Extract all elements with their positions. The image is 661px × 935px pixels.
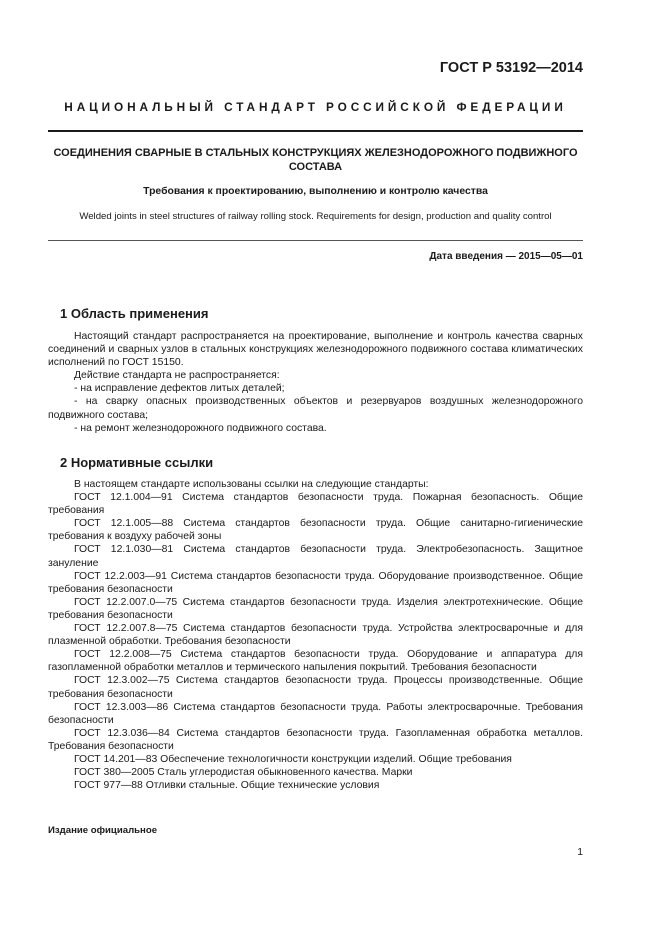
reference-item: ГОСТ 12.2.007.0—75 Система стандартов безопасности труда. Изделия электротехнические. Общие требования безопасности xyxy=(48,596,583,621)
section-2-body xyxy=(48,478,583,792)
reference-item: ГОСТ 12.1.030—81 Система стандартов безопасности труда. Электробезопасность. Защитное зануление xyxy=(48,544,583,569)
section-1-paragraph: Действие стандарта не распространяется: xyxy=(74,370,280,382)
section-1-heading: 1 Область применения xyxy=(60,306,209,321)
document-code: ГОСТ Р 53192—2014 xyxy=(439,60,583,76)
section-1-list-item: - на ремонт железнодорожного подвижного состава. xyxy=(74,422,327,434)
title-line-2: СОСТАВА xyxy=(288,161,343,173)
section-2-heading: 2 Нормативные ссылки xyxy=(60,455,214,470)
reference-item: ГОСТ 14.201—83 Обеспечение технологичности конструкции изделий. Общие требования xyxy=(74,753,512,765)
title-line-1: СОЕДИНЕНИЯ СВАРНЫЕ В СТАЛЬНЫХ КОНСТРУКЦИЯХ ЖЕЛЕЗНОДОРОЖНОГО ПОДВИЖНОГО xyxy=(53,147,578,159)
document-title xyxy=(48,146,583,174)
reference-item: ГОСТ 12.2.008—75 Система стандартов безопасности труда. Оборудование и аппаратура для газопламенной обработки металлов и термического напыления покрытий. Требования безопасности xyxy=(48,649,583,674)
official-edition-label: Издание официальное xyxy=(48,825,158,836)
section-1-body xyxy=(48,330,583,435)
header-rule xyxy=(48,130,583,132)
page-number: 1 xyxy=(577,847,583,858)
reference-item: ГОСТ 12.3.002—75 Система стандартов безопасности труда. Процессы производственные. Общие требования безопасности xyxy=(48,675,583,700)
national-standard-heading: НАЦИОНАЛЬНЫЙ СТАНДАРТ РОССИЙСКОЙ ФЕДЕРАЦИИ xyxy=(64,100,567,114)
reference-item: ГОСТ 12.1.005—88 Система стандартов безопасности труда. Общие санитарно-гигиенические требования к воздуху рабочей зоны xyxy=(48,518,583,543)
reference-item: ГОСТ 12.1.004—91 Система стандартов безопасности труда. Пожарная безопасность. Общие требования xyxy=(48,492,583,517)
reference-item: ГОСТ 12.3.003—86 Система стандартов безопасности труда. Работы электросварочные. Требования безопасности xyxy=(48,701,583,726)
introduction-date: Дата введения — 2015—05—01 xyxy=(429,251,583,262)
document-subtitle: Требования к проектированию, выполнению и контролю качества xyxy=(143,186,488,197)
reference-item: ГОСТ 12.2.003—91 Система стандартов безопасности труда. Оборудование производственное. Общие требования безопасности xyxy=(48,570,583,595)
reference-item: ГОСТ 380—2005 Сталь углеродистая обыкновенного качества. Марки xyxy=(74,767,413,779)
reference-item: ГОСТ 12.3.036—84 Система стандартов безопасности труда. Газопламенная обработка металлов. Требования безопасности xyxy=(48,727,583,752)
reference-item: ГОСТ 12.2.007.8—75 Система стандартов безопасности труда. Устройства электросварочные и для плазменной обработки. Требования безопасности xyxy=(48,623,583,648)
section-2-intro: В настоящем стандарте использованы ссылки на следующие стандарты: xyxy=(74,479,429,490)
reference-item: ГОСТ 977—88 Отливки стальные. Общие технические условия xyxy=(74,780,380,792)
section-1-list-item: - на исправление дефектов литых деталей; xyxy=(74,383,285,395)
title-rule xyxy=(48,240,583,241)
section-1-paragraph: Настоящий стандарт распространяется на проектирование, выполнение и контроль качества сварных соединений и сварных узлов в стальных конструкциях железнодорожного подвижного состава климатических исполнений по ГОСТ 15150. xyxy=(48,331,583,369)
english-title: Welded joints in steel structures of railway rolling stock. Requirements for design, production and quality control xyxy=(79,211,552,222)
section-1-list-item: - на сварку опасных производственных объектов и резервуаров воздушных железнодорожного подвижного состава; xyxy=(48,396,583,421)
